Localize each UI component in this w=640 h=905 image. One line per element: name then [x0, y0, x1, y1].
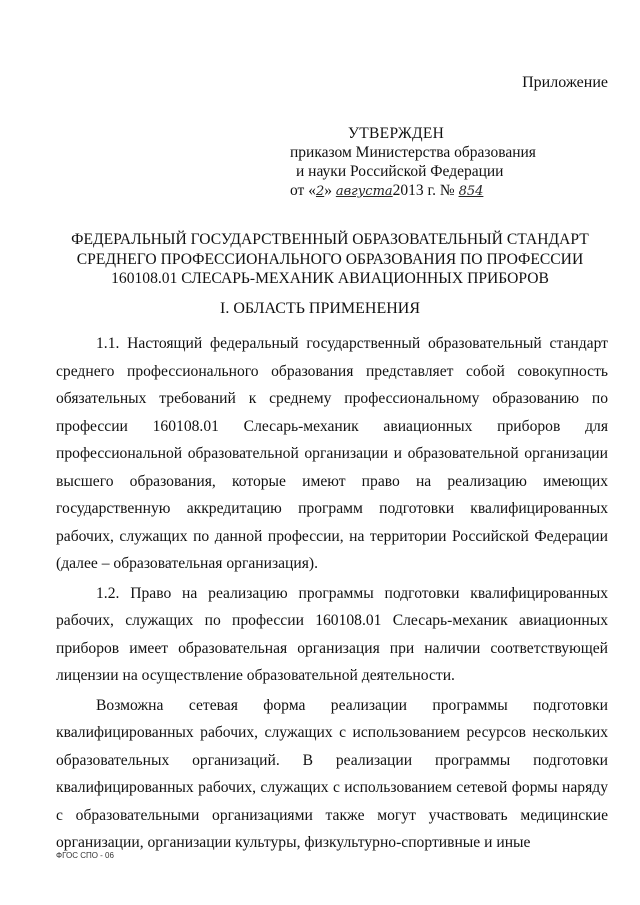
- title-line-2: СРЕДНЕГО ПРОФЕССИОНАЛЬНОГО ОБРАЗОВАНИЯ ПО ПРОФЕССИИ: [76, 250, 584, 268]
- footer-code: ФГОС СПО - 06: [56, 851, 114, 860]
- approval-block: [290, 124, 590, 201]
- appendix-label: Приложение: [522, 74, 608, 91]
- date-mid: »: [324, 182, 332, 199]
- approval-line-1: приказом Министерства образования: [290, 144, 536, 161]
- date-prefix: от «: [290, 182, 316, 199]
- handwritten-day: 2: [315, 184, 325, 199]
- date-year: 2013 г. №: [392, 182, 455, 199]
- paragraph: 1.2. Право на реализацию программы подготовки квалифицированных рабочих, служащих по профессии 160108.01 Слесарь-механик авиационных приборов имеет образовательная организация при наличии соответствующей лицензии на осуществление образовательной деятельности.: [56, 584, 608, 684]
- section-heading: I. ОБЛАСТЬ ПРИМЕНЕНИЯ: [219, 300, 421, 317]
- handwritten-month: августа: [335, 184, 393, 199]
- approval-date-line: [290, 181, 590, 201]
- approval-line-2: и науки Российской Федерации: [296, 163, 504, 180]
- handwritten-number: 854: [458, 184, 484, 199]
- paragraph: Возможна сетевая форма реализации программы подготовки квалифицированных рабочих, служащих с использованием ресурсов нескольких образовательных организаций. В реализации программы подготовки квалифицированных рабочих, служащих с использованием сетевой формы наряду с образовательными организациями также могут участвовать медицинские организации, организации культуры, физкультурно-спортивные и иные: [56, 696, 608, 851]
- approved-word: УТВЕРЖДЕН: [348, 125, 445, 142]
- document-body: [56, 330, 608, 859]
- title-line-3: 160108.01 СЛЕСАРЬ-МЕХАНИК АВИАЦИОННЫХ ПРИБОРОВ: [111, 270, 549, 287]
- paragraph: 1.1. Настоящий федеральный государственный образовательный стандарт среднего профессионального образования представляет собой совокупность обязательных требований к среднему профессиональному образованию по профессии 160108.01 Слесарь-механик авиационных приборов для профессиональной образовательной организации и образовательной организации высшего образования, которые имеют право на реализацию имеющих государственную аккредитацию программ подготовки квалифицированных рабочих, служащих по данной профессии, на территории Российской Федерации (далее – образовательная организация).: [56, 335, 608, 572]
- title-line-1: ФЕДЕРАЛЬНЫЙ ГОСУДАРСТВЕННЫЙ ОБРАЗОВАТЕЛЬНЫЙ СТАНДАРТ: [71, 231, 589, 248]
- document-title: [40, 230, 620, 289]
